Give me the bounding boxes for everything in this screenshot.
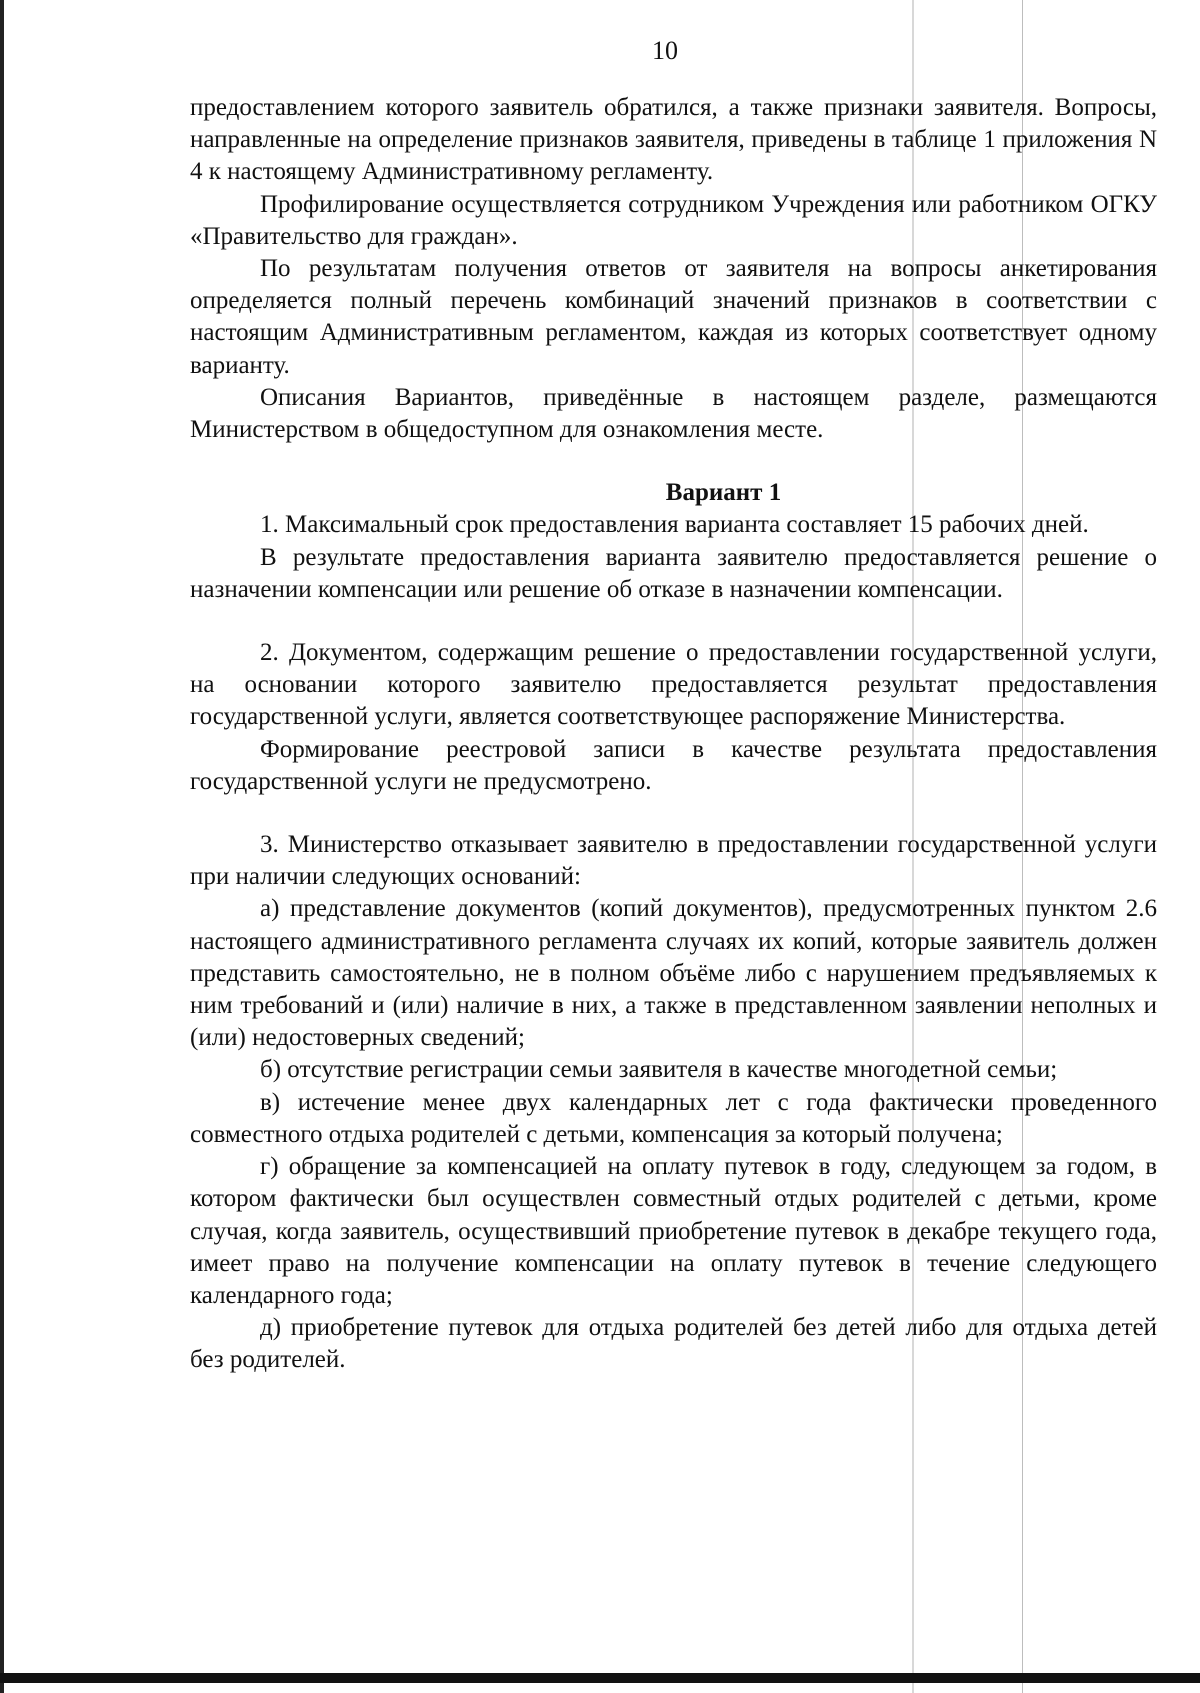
paragraph: Формирование реестровой записи в качестве результата предоставления государственной услуги не предусмотрено. [190, 735, 1157, 795]
list-item: а) представление документов (копий документов), предусмотренных пунктом 2.6 настоящего административного регламента случаях их копий, которые заявитель должен представить самостоятельно, не в полном объёме либо с нарушением предъявляемых к ним требований и (или) наличие в них, а также в представленном заявлении неполных и (или) недостоверных сведений; [190, 895, 1157, 1052]
scan-left-edge [0, 0, 4, 1693]
paragraph: 2. Документом, содержащим решение о предоставлении государственной услуги, на основании которого заявителю предоставляется результат предоставления государственной услуги, является соответствующее распоряжение Министерства. [190, 639, 1157, 731]
document-body [190, 92, 1157, 1377]
list-item: б) отсутствие регистрации семьи заявителя в качестве многодетной семьи; [260, 1056, 1058, 1084]
section-heading: Вариант 1 [665, 479, 782, 507]
list-item: д) приобретение путевок для отдыха родителей без детей либо для отдыха детей без родителей. [190, 1314, 1157, 1374]
scan-bottom-bar [0, 1673, 1200, 1683]
paragraph: Описания Вариантов, приведённые в настоящем разделе, размещаются Министерством в общедоступном для ознакомления месте. [190, 383, 1157, 444]
paragraph: В результате предоставления варианта заявителю предоставляется решение о назначении компенсации или решение об отказе в назначении компенсации. [190, 543, 1157, 603]
paragraph: предоставлением которого заявитель обратился, а также признаки заявителя. Вопросы, направленные на определение признаков заявителя, приведены в таблице 1 приложения N 4 к настоящему Административному регламенту. [190, 94, 1157, 186]
paragraph: По результатам получения ответов от заявителя на вопросы анкетирования определяется полный перечень комбинаций значений признаков в соответствии с настоящим Административным регламентом, каждая из которых соответствует одному варианту. [190, 255, 1157, 379]
paragraph: 3. Министерство отказывает заявителю в предоставлении государственной услуги при наличии следующих оснований: [190, 831, 1157, 891]
page-number: 10 [652, 36, 678, 65]
list-item: в) истечение менее двух календарных лет с года фактически проведенного совместного отдыха родителей с детьми, компенсация за который получена; [190, 1088, 1157, 1148]
list-item: г) обращение за компенсацией на оплату путевок в году, следующем за годом, в котором фактически был осуществлен совместный отдых родителей с детьми, кроме случая, когда заявитель, осуществивший приобретение путевок в декабре текущего года, имеет право на получение компенсации на оплату путевок в течение следующего календарного года; [190, 1153, 1157, 1309]
paragraph: 1. Максимальный срок предоставления варианта составляет 15 рабочих дней. [260, 511, 1089, 539]
paragraph: Профилирование осуществляется сотрудником Учреждения или работником ОГКУ «Правительство для граждан». [190, 190, 1157, 250]
